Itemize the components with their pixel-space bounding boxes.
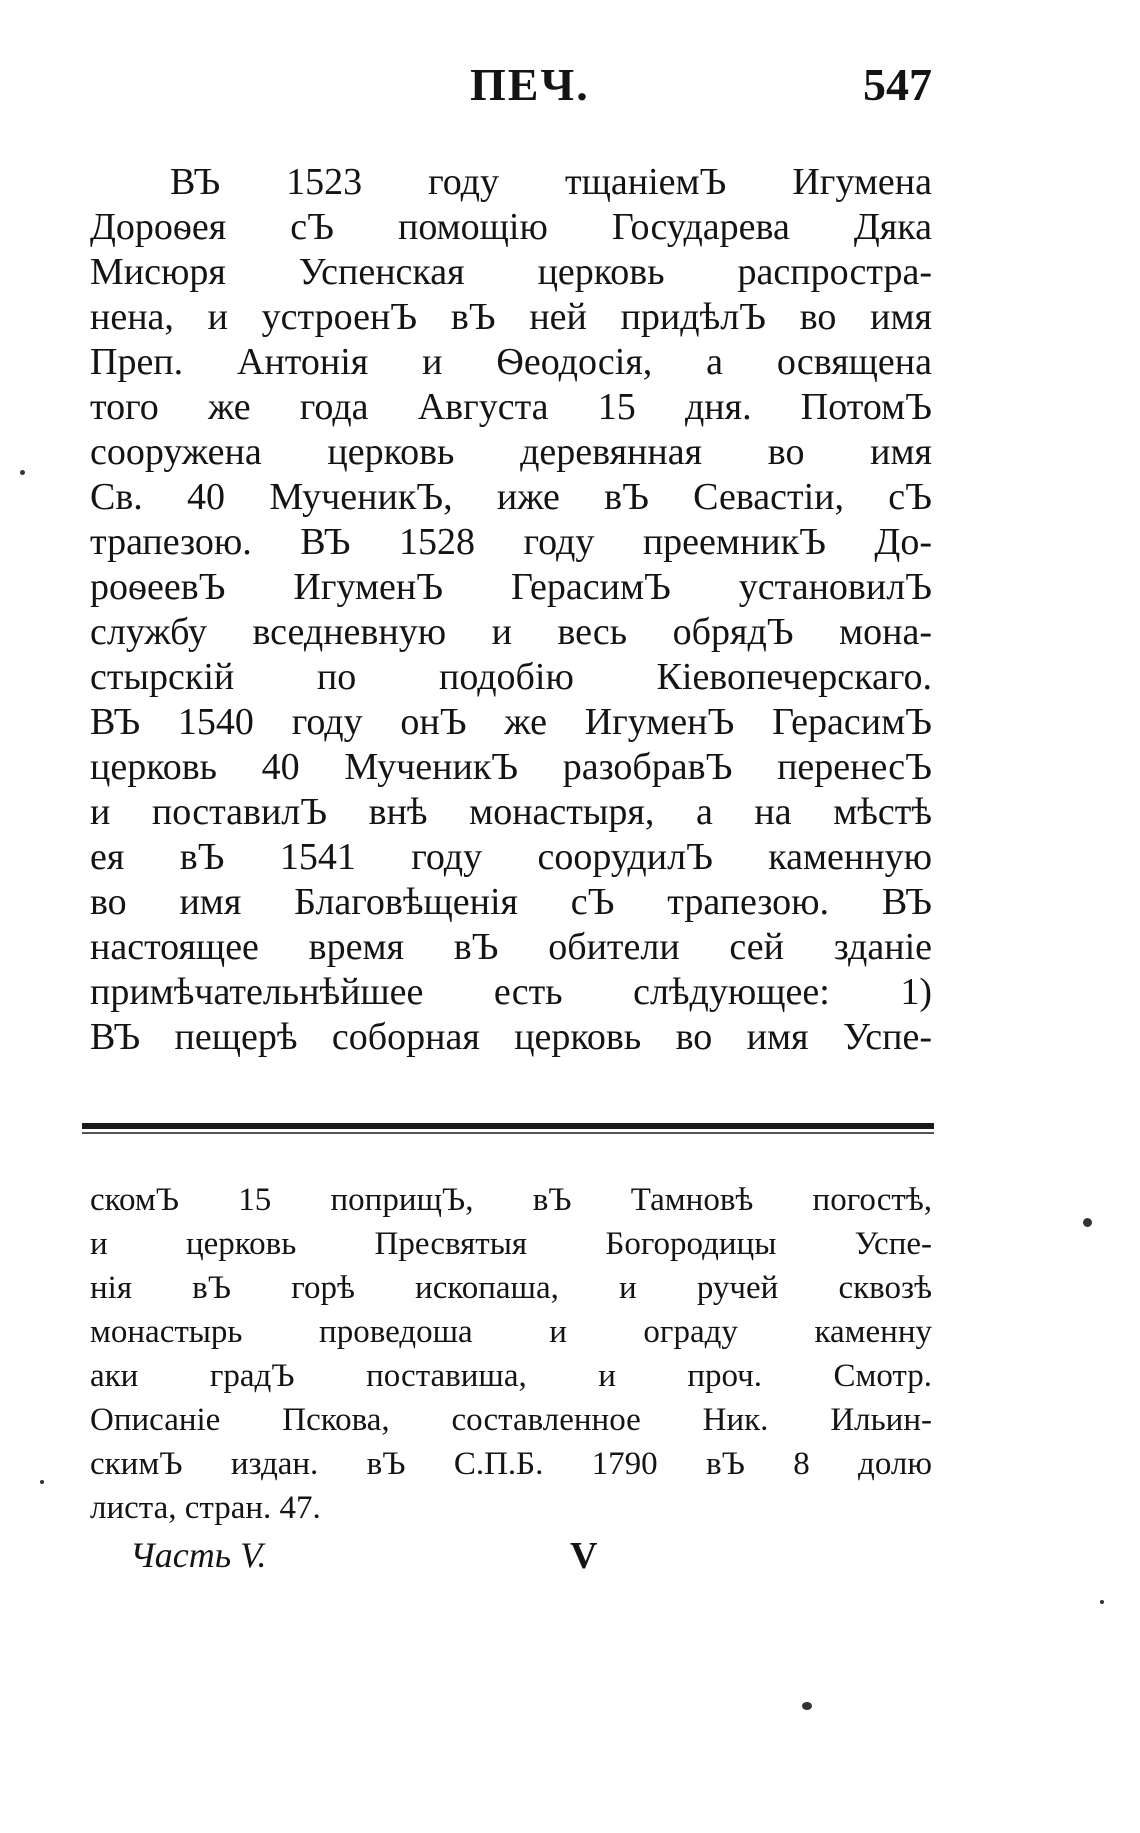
text-line: ВЪ 1523 году тщаніемЪ Игумена xyxy=(170,161,932,203)
print-speck xyxy=(20,470,25,475)
text-line: Дороѳея сЪ помощію Государева Дяка xyxy=(90,206,932,248)
text-line: ВЪ пещерѣ соборная церковь во имя Успе- xyxy=(90,1016,932,1058)
text-line: примѣчательнѣйшее есть слѣдующее: 1) xyxy=(90,971,932,1013)
footnote-line: скомЪ 15 поприщЪ, вЪ Тамновѣ погостѣ, xyxy=(90,1182,932,1218)
text-line: роѳеевЪ ИгуменЪ ГерасимЪ установилЪ xyxy=(90,566,932,608)
text-line: трапезою. ВЪ 1528 году преемникЪ До- xyxy=(90,521,932,563)
running-head: ПЕЧ. xyxy=(470,59,590,110)
text-line: нена, и устроенЪ вЪ ней придѣлЪ во имя xyxy=(90,296,932,338)
page-header xyxy=(90,58,932,118)
text-line: того же года Августа 15 дня. ПотомЪ xyxy=(90,386,932,428)
text-line: ея вЪ 1541 году соорудилЪ каменную xyxy=(90,836,932,878)
text-line: Преп. Антонія и Ѳеодосія, а освящена xyxy=(90,341,932,383)
volume-signature: Часть V. xyxy=(130,1535,267,1575)
footnote-line: нія вЪ горѣ ископаша, и ручей сквозѣ xyxy=(90,1270,932,1306)
print-speck xyxy=(802,1702,812,1710)
footnote-block xyxy=(90,1178,932,1530)
footnote-line: Описаніе Пскова, составленное Ник. Ильин- xyxy=(90,1402,932,1438)
text-line: стырскій по подобію Кіевопечерскаго. xyxy=(90,656,932,698)
footnote-line: аки градЪ поставиша, и проч. Смотр. xyxy=(90,1358,932,1394)
print-speck xyxy=(40,1480,44,1484)
text-line: Мисюря Успенская церковь распростра- xyxy=(90,251,932,293)
text-line: службу вседневную и весь обрядЪ мона- xyxy=(90,611,932,653)
gathering-mark: V xyxy=(570,1535,598,1577)
text-line: и поставилЪ внѣ монастыря, а на мѣстѣ xyxy=(90,791,932,833)
page-number: 547 xyxy=(863,59,932,110)
main-text-block xyxy=(90,160,932,1060)
signature-line xyxy=(90,1534,690,1584)
text-line: церковь 40 МученикЪ разобравЪ перенесЪ xyxy=(90,746,932,788)
text-line: ВЪ 1540 году онЪ же ИгуменЪ ГерасимЪ xyxy=(90,701,932,743)
footnote-line: листа, стран. 47. xyxy=(90,1490,321,1526)
print-speck xyxy=(1100,1600,1104,1604)
footnote-divider-thin xyxy=(82,1132,934,1134)
text-line: настоящее время вЪ обители сей зданіе xyxy=(90,926,932,968)
text-line: во имя Благовѣщенія сЪ трапезою. ВЪ xyxy=(90,881,932,923)
text-line: сооружена церковь деревянная во имя xyxy=(90,431,932,473)
print-speck xyxy=(1083,1218,1092,1227)
footnote-line: скимЪ издан. вЪ С.П.Б. 1790 вЪ 8 долю xyxy=(90,1446,932,1482)
footnote-line: и церковь Пресвятыя Богородицы Успе- xyxy=(90,1226,932,1262)
footnote-divider xyxy=(82,1123,934,1129)
text-line: Св. 40 МученикЪ, иже вЪ Севастіи, сЪ xyxy=(90,476,932,518)
footnote-line: монастырь проведоша и ограду каменну xyxy=(90,1314,932,1350)
